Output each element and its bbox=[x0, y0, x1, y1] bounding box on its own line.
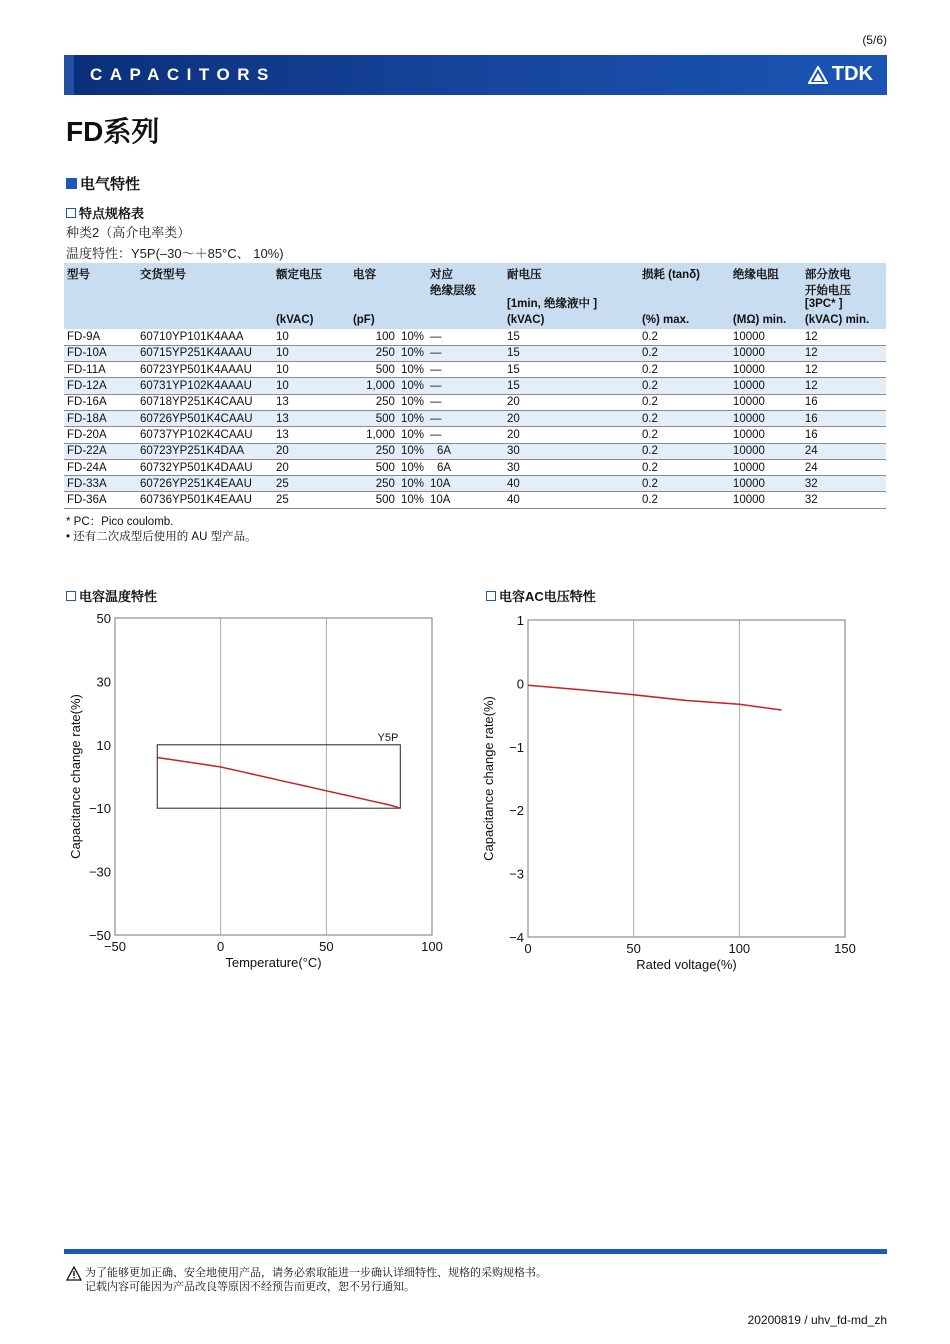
table-cell: 40 bbox=[504, 492, 639, 508]
table-cell: 30 bbox=[504, 459, 639, 475]
tdk-logo bbox=[808, 63, 873, 86]
table-cell: 10% bbox=[398, 345, 427, 361]
table-cell: — bbox=[427, 378, 504, 394]
table-cell: 10000 bbox=[730, 410, 802, 426]
filled-square-icon bbox=[66, 178, 77, 189]
table-cell: FD-18A bbox=[64, 410, 137, 426]
x-tick-label: 100 bbox=[421, 939, 443, 954]
table-cell: — bbox=[427, 345, 504, 361]
table-cell: 1,000 bbox=[350, 378, 398, 394]
table-cell: 1,000 bbox=[350, 427, 398, 443]
table-cell: 10% bbox=[398, 476, 427, 492]
table-row bbox=[64, 410, 886, 426]
table-header-cell bbox=[350, 263, 427, 329]
ac-voltage-chart bbox=[480, 600, 880, 980]
table-cell: 500 bbox=[350, 459, 398, 475]
table-cell: 100 bbox=[350, 329, 398, 345]
table-cell: 24 bbox=[802, 459, 886, 475]
table-cell: 60723YP251K4DAA bbox=[137, 443, 273, 459]
table-cell: FD-16A bbox=[64, 394, 137, 410]
table-cell: 0.2 bbox=[639, 492, 730, 508]
table-cell: FD-12A bbox=[64, 378, 137, 394]
spec-table-body bbox=[64, 329, 886, 508]
y-tick-label: 10 bbox=[96, 737, 111, 753]
section-heading-text: 电气特性 bbox=[80, 176, 141, 193]
table-cell: 10 bbox=[273, 378, 350, 394]
table-cell: 60715YP251K4AAAU bbox=[137, 345, 273, 361]
table-cell: 10 bbox=[273, 362, 350, 378]
warning-line-2: 记载内容可能因为产品改良等原因不经预告而更改，恕不另行通知。 bbox=[85, 1281, 415, 1293]
banner-stripe bbox=[64, 55, 74, 95]
table-cell: 25 bbox=[273, 492, 350, 508]
table-cell: 13 bbox=[273, 394, 350, 410]
table-cell: FD-36A bbox=[64, 492, 137, 508]
table-cell: 15 bbox=[504, 329, 639, 345]
table-cell: — bbox=[427, 394, 504, 410]
header-unit: (kVAC) min. bbox=[804, 314, 870, 326]
series-title: FD系列 bbox=[66, 116, 160, 147]
x-tick-label: 0 bbox=[524, 941, 532, 956]
table-cell: 500 bbox=[350, 410, 398, 426]
subsection-heading-text: 特点规格表 bbox=[79, 206, 145, 221]
open-square-icon bbox=[66, 208, 76, 218]
table-cell: 12 bbox=[802, 362, 886, 378]
header-unit: (kVAC) bbox=[275, 314, 314, 326]
table-cell: 10000 bbox=[730, 476, 802, 492]
table-cell: 0.2 bbox=[639, 443, 730, 459]
table-cell: 20 bbox=[273, 443, 350, 459]
header-label: 电容 bbox=[352, 269, 376, 281]
table-row bbox=[64, 329, 886, 345]
table-cell: 10A bbox=[427, 492, 504, 508]
table-cell: 15 bbox=[504, 362, 639, 378]
table-cell: 60726YP251K4EAAU bbox=[137, 476, 273, 492]
plot-frame bbox=[528, 620, 845, 937]
table-cell: FD-11A bbox=[64, 362, 137, 378]
y-axis-label: Capacitance change rate(%) bbox=[481, 696, 496, 861]
warning-icon bbox=[66, 1266, 82, 1281]
y-tick-label: −3 bbox=[509, 866, 524, 882]
table-cell: FD-24A bbox=[64, 459, 137, 475]
table-row bbox=[64, 362, 886, 378]
chart-title-ac-voltage-text: 电容AC电压特性 bbox=[499, 589, 596, 604]
temperature-chart bbox=[60, 600, 460, 980]
table-cell: FD-9A bbox=[64, 329, 137, 345]
table-cell: 10 bbox=[273, 329, 350, 345]
table-cell: 10000 bbox=[730, 443, 802, 459]
table-cell: FD-22A bbox=[64, 443, 137, 459]
table-cell: 10% bbox=[398, 378, 427, 394]
header-unit: (MΩ) min. bbox=[732, 314, 787, 326]
table-cell: 10000 bbox=[730, 345, 802, 361]
table-cell: 20 bbox=[504, 427, 639, 443]
table-cell: 250 bbox=[350, 443, 398, 459]
table-cell: 6A bbox=[427, 443, 504, 459]
table-cell: 10000 bbox=[730, 362, 802, 378]
table-cell: 60736YP501K4EAAU bbox=[137, 492, 273, 508]
note-au: • 还有二次成型后使用的 AU 型产品。 bbox=[66, 531, 257, 543]
table-cell: 0.2 bbox=[639, 345, 730, 361]
header-label: 对应 绝缘层级 bbox=[429, 269, 476, 297]
table-cell: 10% bbox=[398, 362, 427, 378]
table-cell: 20 bbox=[504, 410, 639, 426]
table-cell: 24 bbox=[802, 443, 886, 459]
table-cell: FD-33A bbox=[64, 476, 137, 492]
y-tick-label: −1 bbox=[509, 739, 524, 755]
table-cell: 10% bbox=[398, 492, 427, 508]
table-cell: 16 bbox=[802, 394, 886, 410]
table-cell: 60710YP101K4AAA bbox=[137, 329, 273, 345]
table-cell: 32 bbox=[802, 476, 886, 492]
y-axis-label: Capacitance change rate(%) bbox=[68, 694, 83, 859]
table-cell: 10000 bbox=[730, 394, 802, 410]
table-cell: 60718YP251K4CAAU bbox=[137, 394, 273, 410]
header-label: 部分放电 开始电压 [3PC* ] bbox=[804, 269, 851, 310]
type-line: 种类2（高介电率类） bbox=[66, 225, 191, 240]
table-cell: 250 bbox=[350, 476, 398, 492]
table-cell: 10000 bbox=[730, 427, 802, 443]
capacitance-curve bbox=[157, 758, 400, 809]
table-cell: 10 bbox=[273, 345, 350, 361]
x-tick-label: 150 bbox=[834, 941, 856, 956]
note-pc: * PC：Pico coulomb. bbox=[66, 516, 174, 528]
table-cell: 10% bbox=[398, 394, 427, 410]
table-cell: 20 bbox=[504, 394, 639, 410]
table-header-cell bbox=[64, 263, 137, 329]
y-tick-label: −4 bbox=[509, 930, 524, 945]
footer-bar bbox=[64, 1249, 887, 1254]
header-unit: (kVAC) bbox=[506, 314, 545, 326]
header-label: 绝缘电阻 bbox=[732, 269, 779, 281]
table-cell: — bbox=[427, 362, 504, 378]
table-cell: 10% bbox=[398, 410, 427, 426]
table-cell: 13 bbox=[273, 427, 350, 443]
table-cell: 60731YP102K4AAAU bbox=[137, 378, 273, 394]
subsection-heading bbox=[66, 203, 144, 222]
header-unit: (%) max. bbox=[641, 314, 690, 326]
table-cell: 0.2 bbox=[639, 329, 730, 345]
table-row bbox=[64, 345, 886, 361]
table-cell: 12 bbox=[802, 378, 886, 394]
table-cell: 0.2 bbox=[639, 476, 730, 492]
spec-table-header bbox=[64, 263, 886, 329]
table-cell: 15 bbox=[504, 378, 639, 394]
tdk-logo-text: TDK bbox=[831, 63, 873, 85]
table-cell: 500 bbox=[350, 492, 398, 508]
table-cell: 0.2 bbox=[639, 410, 730, 426]
table-cell: 60732YP501K4DAAU bbox=[137, 459, 273, 475]
table-cell: 10% bbox=[398, 329, 427, 345]
table-cell: 0.2 bbox=[639, 394, 730, 410]
table-cell: 10A bbox=[427, 476, 504, 492]
table-row bbox=[64, 476, 886, 492]
table-cell: 10000 bbox=[730, 492, 802, 508]
table-cell: FD-20A bbox=[64, 427, 137, 443]
table-cell: 40 bbox=[504, 476, 639, 492]
table-cell: 15 bbox=[504, 345, 639, 361]
spec-table bbox=[64, 263, 886, 509]
table-cell: 10% bbox=[398, 427, 427, 443]
open-square-icon bbox=[66, 591, 76, 601]
x-tick-label: 100 bbox=[728, 941, 751, 956]
table-header-cell bbox=[639, 263, 730, 329]
header-label: 损耗 (tanδ) bbox=[641, 269, 701, 281]
header-label: 耐电压 bbox=[506, 269, 542, 281]
document-id: 20200819 / uhv_fd-md_zh bbox=[747, 1313, 887, 1327]
capacitance-curve bbox=[528, 685, 782, 710]
table-cell: 12 bbox=[802, 345, 886, 361]
table-cell: 32 bbox=[802, 492, 886, 508]
table-cell: 0.2 bbox=[639, 378, 730, 394]
table-cell: 250 bbox=[350, 394, 398, 410]
header-unit: (pF) bbox=[352, 314, 375, 326]
header-label: 型号 bbox=[67, 269, 90, 281]
y-tick-label: 30 bbox=[96, 674, 111, 690]
table-cell: 250 bbox=[350, 345, 398, 361]
table-header-cell bbox=[730, 263, 802, 329]
table-cell: 16 bbox=[802, 427, 886, 443]
table-header-cell bbox=[802, 263, 886, 329]
banner-title: CAPACITORS bbox=[90, 65, 276, 84]
table-cell: 60737YP102K4CAAU bbox=[137, 427, 273, 443]
x-axis-label: Temperature(°C) bbox=[225, 955, 322, 970]
table-cell: 10% bbox=[398, 459, 427, 475]
table-cell: 500 bbox=[350, 362, 398, 378]
footer-warning bbox=[66, 1266, 547, 1294]
table-row bbox=[64, 492, 886, 508]
x-tick-label: 50 bbox=[626, 941, 641, 956]
x-tick-label: 50 bbox=[319, 939, 334, 954]
warning-line-1: 为了能够更加正确、安全地使用产品，请务必索取能进一步确认详细特性、规格的采购规格书。 bbox=[85, 1267, 547, 1279]
y-tick-label: 50 bbox=[96, 611, 111, 626]
table-header-cell bbox=[427, 263, 504, 329]
table-cell: 20 bbox=[273, 459, 350, 475]
table-cell: 0.2 bbox=[639, 459, 730, 475]
header-label: 额定电压 bbox=[275, 269, 322, 281]
table-cell: 10000 bbox=[730, 378, 802, 394]
table-cell: 0.2 bbox=[639, 427, 730, 443]
x-tick-label: 0 bbox=[217, 939, 225, 954]
table-cell: 16 bbox=[802, 410, 886, 426]
table-row bbox=[64, 394, 886, 410]
y-tick-label: −30 bbox=[88, 864, 111, 880]
section-heading bbox=[66, 173, 140, 194]
y-tick-label: −2 bbox=[509, 803, 524, 819]
table-cell: 10% bbox=[398, 443, 427, 459]
table-cell: — bbox=[427, 410, 504, 426]
table-cell: 0.2 bbox=[639, 362, 730, 378]
table-cell: — bbox=[427, 427, 504, 443]
x-tick-label: −50 bbox=[103, 939, 127, 954]
y-tick-label: −10 bbox=[88, 801, 111, 817]
table-header-cell bbox=[137, 263, 273, 329]
table-cell: FD-10A bbox=[64, 345, 137, 361]
table-cell: 25 bbox=[273, 476, 350, 492]
chart-title-temperature-text: 电容温度特性 bbox=[79, 589, 158, 604]
tdk-logo-icon bbox=[808, 66, 828, 84]
header-banner bbox=[64, 55, 887, 95]
table-cell: 10000 bbox=[730, 329, 802, 345]
table-cell: — bbox=[427, 329, 504, 345]
table-cell: 13 bbox=[273, 410, 350, 426]
plot-frame bbox=[115, 618, 432, 935]
y-tick-label: 1 bbox=[516, 613, 524, 628]
table-cell: 10000 bbox=[730, 459, 802, 475]
header-sublabel: [1min, 绝缘液中 ] bbox=[506, 298, 598, 310]
table-cell: 12 bbox=[802, 329, 886, 345]
table-cell: 60726YP501K4CAAU bbox=[137, 410, 273, 426]
x-axis-label: Rated voltage(%) bbox=[636, 957, 737, 972]
y-tick-label: −50 bbox=[88, 928, 111, 943]
table-header-cell bbox=[504, 263, 639, 329]
table-cell: 6A bbox=[427, 459, 504, 475]
open-square-icon bbox=[486, 591, 496, 601]
page-number: (5/6) bbox=[862, 33, 887, 47]
table-row bbox=[64, 427, 886, 443]
table-cell: 30 bbox=[504, 443, 639, 459]
header-label: 交货型号 bbox=[139, 269, 186, 281]
spec-box-label: Y5P bbox=[377, 731, 399, 744]
table-row bbox=[64, 378, 886, 394]
y-tick-label: 0 bbox=[516, 676, 524, 692]
table-header-cell bbox=[273, 263, 350, 329]
table-cell: 60723YP501K4AAAU bbox=[137, 362, 273, 378]
table-row bbox=[64, 459, 886, 475]
table-row bbox=[64, 443, 886, 459]
temperature-line: 温度特性：Y5P(–30～＋85°C、 10%) bbox=[66, 246, 284, 261]
